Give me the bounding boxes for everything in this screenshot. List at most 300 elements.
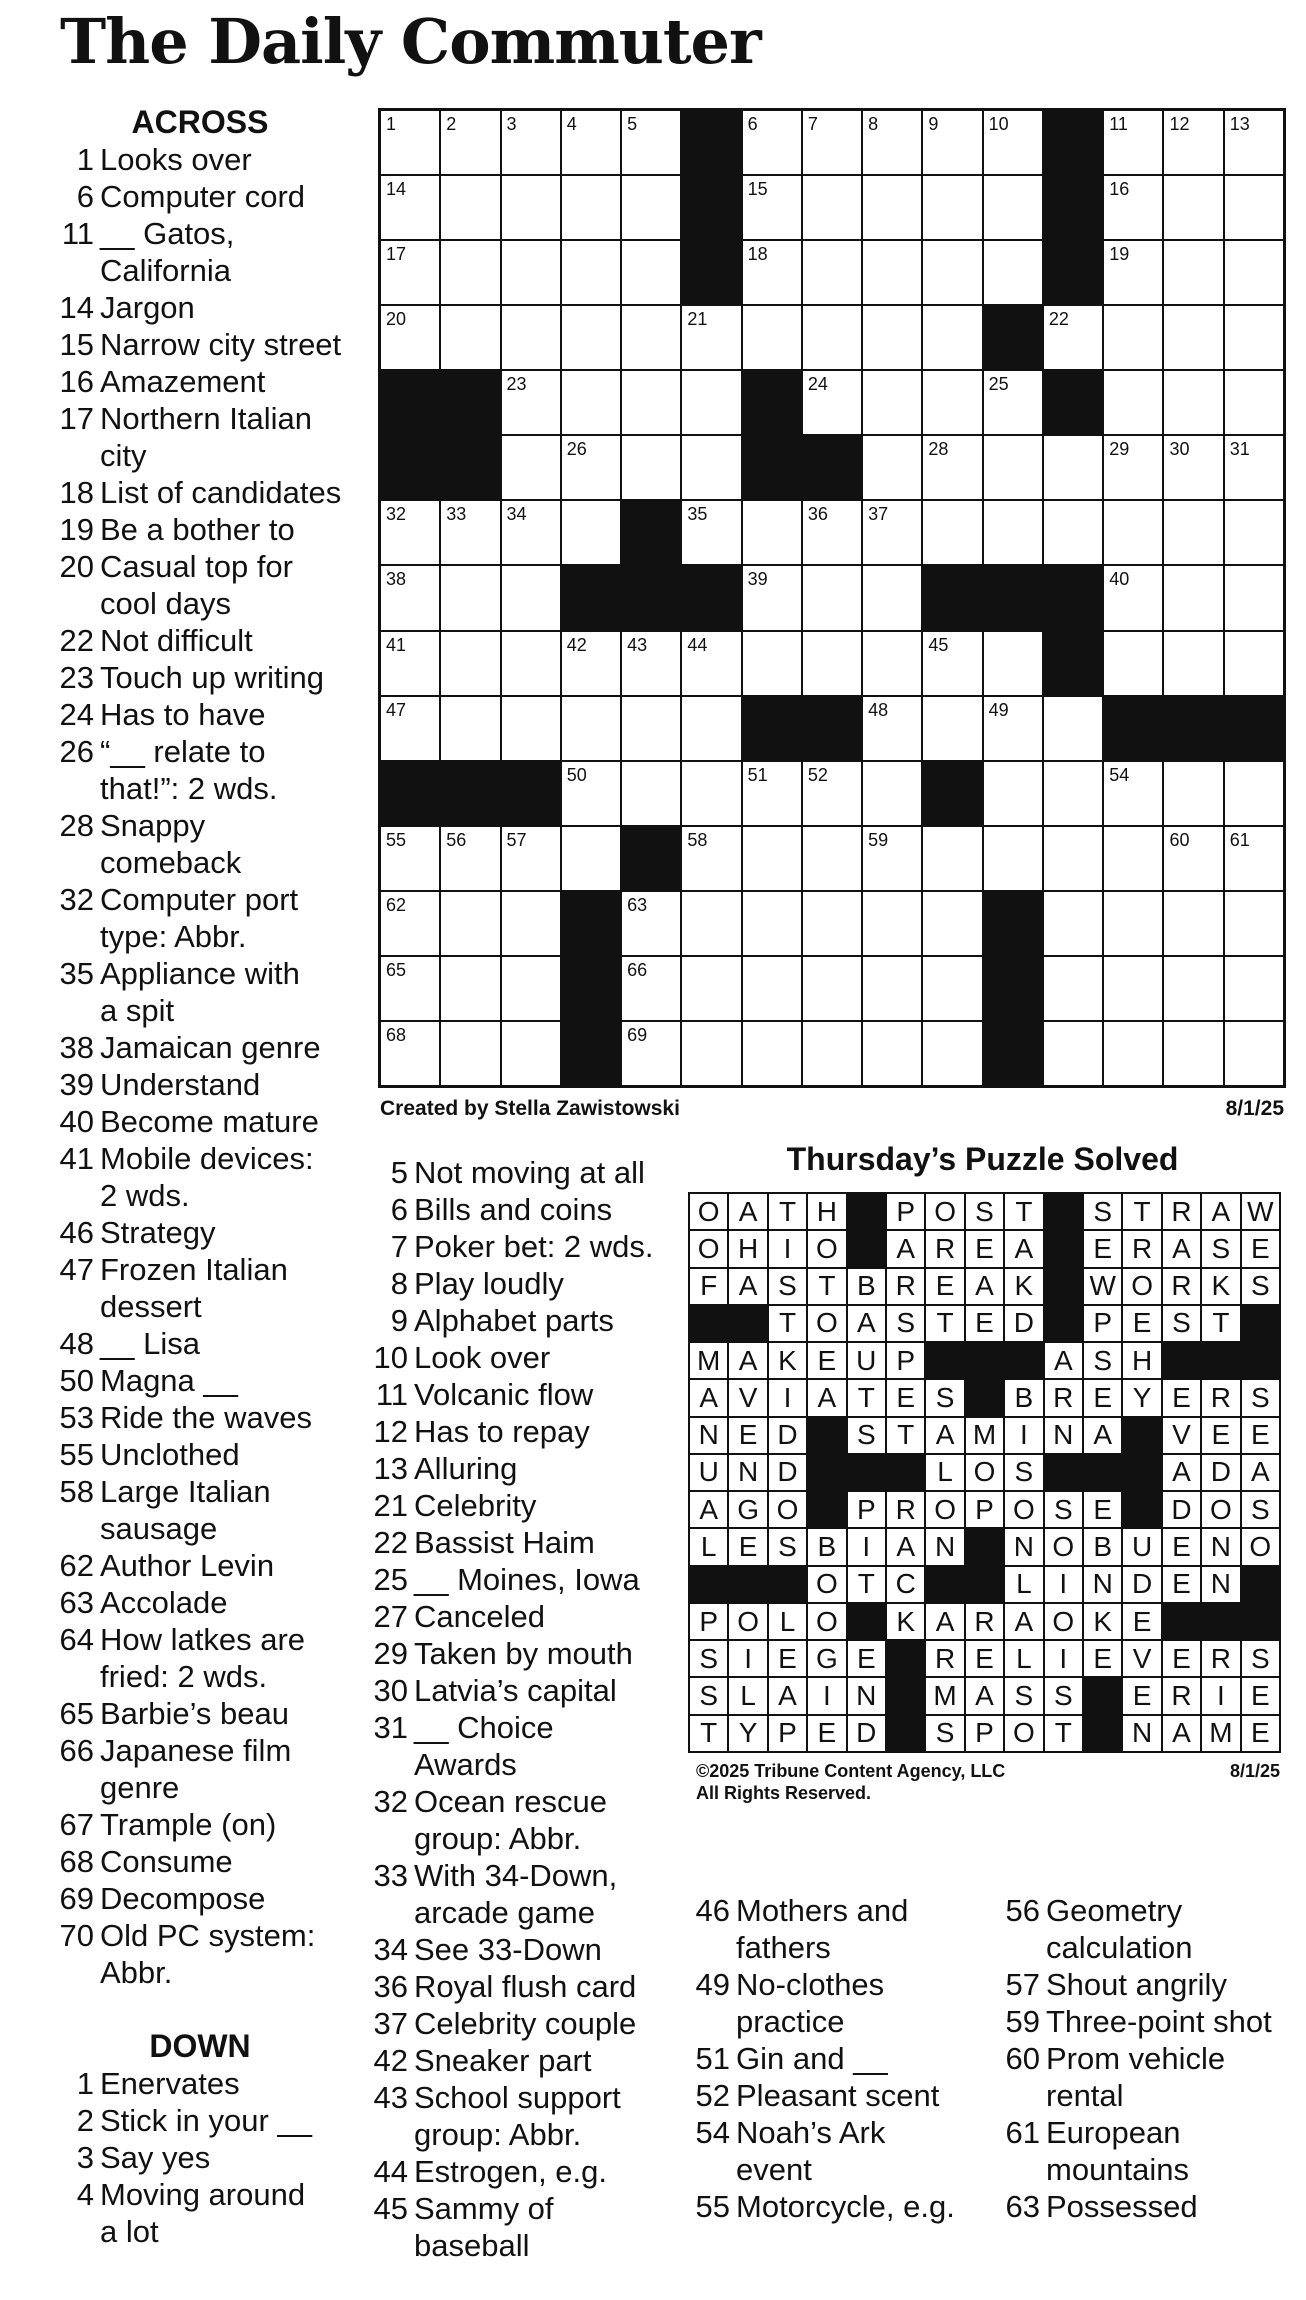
clue-item: [366, 1228, 676, 1265]
black-square: [1045, 1455, 1082, 1490]
grid-cell[interactable]: [743, 241, 801, 304]
grid-cell[interactable]: [682, 436, 740, 499]
clue-text: [94, 1843, 348, 1880]
grid-cell[interactable]: [622, 892, 680, 955]
grid-cell[interactable]: [1164, 827, 1222, 890]
clue-item: [52, 2176, 348, 2250]
grid-cell[interactable]: [682, 697, 740, 760]
grid-cell[interactable]: [923, 241, 981, 304]
clue-item: [52, 1029, 348, 1066]
clue-text-line: event: [736, 2152, 812, 2187]
grid-cell[interactable]: [502, 306, 560, 369]
grid-cell[interactable]: [441, 1022, 499, 1085]
clue-item: [998, 2188, 1298, 2225]
grid-cell[interactable]: [984, 501, 1042, 564]
grid-cell[interactable]: [562, 632, 620, 695]
grid-cell[interactable]: [502, 1022, 560, 1085]
grid-cell[interactable]: [923, 501, 981, 564]
grid-cell[interactable]: [622, 697, 680, 760]
grid-cell[interactable]: [863, 1022, 921, 1085]
grid-cell[interactable]: [381, 827, 439, 890]
grid-cell[interactable]: [1044, 697, 1102, 760]
clue-text-line: that!”: 2 wds.: [100, 771, 278, 806]
grid-cell[interactable]: [381, 632, 439, 695]
grid-cell[interactable]: [502, 957, 560, 1020]
black-square: [682, 176, 740, 239]
clue-text: [408, 1598, 676, 1635]
grid-cell[interactable]: [381, 566, 439, 629]
clue-text-line: Royal flush card: [414, 1969, 637, 2004]
cell-number: 44: [687, 634, 708, 655]
grid-cell[interactable]: [1164, 632, 1222, 695]
grid-cell[interactable]: [1104, 1022, 1162, 1085]
grid-cell[interactable]: [1164, 501, 1222, 564]
grid-cell[interactable]: [622, 436, 680, 499]
clue-item: [366, 2079, 676, 2153]
solution-cell: A: [1202, 1194, 1239, 1229]
grid-cell[interactable]: [863, 827, 921, 890]
grid-cell[interactable]: [1104, 566, 1162, 629]
grid-cell[interactable]: [1164, 176, 1222, 239]
grid-cell[interactable]: [1104, 436, 1162, 499]
clue-item: [52, 696, 348, 733]
grid-cell[interactable]: [743, 501, 801, 564]
black-square: [1044, 371, 1102, 434]
grid-cell[interactable]: [803, 111, 861, 174]
grid-cell[interactable]: [441, 827, 499, 890]
grid-cell[interactable]: [923, 827, 981, 890]
grid-cell[interactable]: [803, 1022, 861, 1085]
grid-cell[interactable]: [682, 632, 740, 695]
grid-cell[interactable]: [984, 371, 1042, 434]
grid-cell[interactable]: [502, 241, 560, 304]
grid-cell[interactable]: [984, 697, 1042, 760]
grid-cell[interactable]: [502, 632, 560, 695]
clue-text: [94, 1251, 348, 1325]
grid-cell[interactable]: [1225, 827, 1283, 890]
grid-cell[interactable]: [803, 501, 861, 564]
grid-cell[interactable]: [381, 892, 439, 955]
solution-cell: E: [926, 1269, 963, 1304]
cell-number: 16: [1109, 179, 1130, 200]
grid-cell[interactable]: [1164, 111, 1222, 174]
grid-cell[interactable]: [562, 501, 620, 564]
grid-cell[interactable]: [1044, 892, 1102, 955]
grid-cell[interactable]: [622, 632, 680, 695]
grid-cell[interactable]: [923, 176, 981, 239]
grid-cell[interactable]: [502, 697, 560, 760]
clue-number: 9: [390, 1303, 408, 1338]
solution-cell: K: [1202, 1269, 1239, 1304]
grid-cell[interactable]: [381, 957, 439, 1020]
clue-text-line: fathers: [736, 1930, 831, 1965]
solution-cell: S: [1084, 1194, 1121, 1229]
clue-item: [52, 1325, 348, 1362]
grid-cell[interactable]: [562, 241, 620, 304]
grid-cell[interactable]: [984, 241, 1042, 304]
clue-number: 2: [76, 2103, 94, 2138]
grid-cell[interactable]: [1225, 566, 1283, 629]
grid-cell[interactable]: [863, 176, 921, 239]
solution-cell: P: [690, 1604, 727, 1639]
solution-cell: R: [1202, 1641, 1239, 1676]
grid-cell[interactable]: [1164, 762, 1222, 825]
grid-cell[interactable]: [562, 762, 620, 825]
grid-cell[interactable]: [863, 566, 921, 629]
grid-cell[interactable]: [562, 697, 620, 760]
cell-number: 1: [386, 114, 397, 134]
grid-cell[interactable]: [863, 436, 921, 499]
grid-cell[interactable]: [1164, 892, 1222, 955]
grid-cell[interactable]: [1164, 306, 1222, 369]
clue-text: [94, 289, 348, 326]
grid-cell[interactable]: [622, 306, 680, 369]
solution-cell: R: [1163, 1678, 1200, 1713]
grid-cell[interactable]: [923, 306, 981, 369]
clue-text-line: Casual top for: [100, 549, 293, 584]
grid-cell[interactable]: [1164, 371, 1222, 434]
grid-cell[interactable]: [803, 371, 861, 434]
grid-cell[interactable]: [682, 827, 740, 890]
grid-cell[interactable]: [1225, 892, 1283, 955]
cell-number: 8: [868, 114, 879, 134]
grid-cell[interactable]: [1225, 306, 1283, 369]
solution-cell: E: [769, 1641, 806, 1676]
black-square: [1123, 1455, 1160, 1490]
grid-cell[interactable]: [502, 111, 560, 174]
grid-cell[interactable]: [381, 111, 439, 174]
clue-text: [94, 2139, 348, 2176]
grid-cell[interactable]: [1164, 241, 1222, 304]
grid-cell[interactable]: [381, 241, 439, 304]
grid-cell[interactable]: [803, 632, 861, 695]
grid-cell[interactable]: [1225, 501, 1283, 564]
grid-cell[interactable]: [682, 892, 740, 955]
grid-cell[interactable]: [1104, 306, 1162, 369]
black-square: [984, 566, 1042, 629]
solution-cell: O: [1202, 1492, 1239, 1527]
clue-text-line: Frozen Italian: [100, 1252, 288, 1287]
clue-item: [366, 1339, 676, 1376]
grid-cell[interactable]: [803, 176, 861, 239]
grid-cell[interactable]: [1104, 501, 1162, 564]
grid-cell[interactable]: [381, 306, 439, 369]
grid-cell[interactable]: [743, 957, 801, 1020]
solution-cell: E: [1084, 1231, 1121, 1266]
grid-cell[interactable]: [502, 176, 560, 239]
clue-item: [52, 1251, 348, 1325]
grid-cell[interactable]: [863, 111, 921, 174]
grid-cell[interactable]: [502, 436, 560, 499]
grid-cell[interactable]: [803, 306, 861, 369]
grid-cell[interactable]: [863, 501, 921, 564]
solution-cell: O: [1123, 1269, 1160, 1304]
grid-cell[interactable]: [682, 371, 740, 434]
grid-cell[interactable]: [381, 697, 439, 760]
grid-cell[interactable]: [1225, 241, 1283, 304]
grid-cell[interactable]: [1104, 241, 1162, 304]
clue-text: [408, 1857, 676, 1931]
clue-number: 57: [1005, 1967, 1040, 2002]
grid-cell[interactable]: [1044, 762, 1102, 825]
grid-cell[interactable]: [441, 957, 499, 1020]
grid-cell[interactable]: [1044, 957, 1102, 1020]
grid-cell[interactable]: [1104, 371, 1162, 434]
grid-cell[interactable]: [441, 111, 499, 174]
grid-cell[interactable]: [1044, 436, 1102, 499]
grid-cell[interactable]: [502, 501, 560, 564]
clue-item: [52, 1917, 348, 1991]
cell-number: 68: [386, 1024, 407, 1045]
clue-item: [52, 1103, 348, 1140]
clue-text: [94, 1732, 348, 1806]
grid-cell[interactable]: [622, 762, 680, 825]
grid-cell[interactable]: [441, 176, 499, 239]
solution-cell: N: [1045, 1418, 1082, 1453]
grid-cell[interactable]: [1044, 1022, 1102, 1085]
cell-number: 66: [627, 959, 648, 980]
grid-cell[interactable]: [1164, 1022, 1222, 1085]
grid-cell[interactable]: [1225, 371, 1283, 434]
grid-cell[interactable]: [502, 371, 560, 434]
clue-text-line: Abbr.: [100, 1955, 173, 1990]
grid-cell[interactable]: [803, 957, 861, 1020]
grid-cell[interactable]: [743, 566, 801, 629]
grid-cell[interactable]: [984, 176, 1042, 239]
grid-cell[interactable]: [682, 501, 740, 564]
clue-text: [94, 400, 348, 474]
clue-item: [52, 659, 348, 696]
solution-cell: D: [848, 1716, 885, 1751]
grid-cell[interactable]: [984, 436, 1042, 499]
clue-heading: DOWN: [149, 2028, 251, 2064]
grid-cell[interactable]: [743, 1022, 801, 1085]
grid-cell[interactable]: [622, 1022, 680, 1085]
clue-item: [52, 1436, 348, 1473]
clue-item: [688, 2188, 988, 2225]
grid-cell[interactable]: [562, 371, 620, 434]
grid-cell[interactable]: [441, 501, 499, 564]
grid-cell[interactable]: [1044, 501, 1102, 564]
grid-cell[interactable]: [923, 892, 981, 955]
grid-cell[interactable]: [1225, 436, 1283, 499]
solution-cell: N: [1202, 1567, 1239, 1602]
grid-cell[interactable]: [381, 176, 439, 239]
solution-cell: O: [808, 1306, 845, 1341]
grid-cell[interactable]: [1164, 566, 1222, 629]
grid-cell[interactable]: [803, 566, 861, 629]
grid-cell[interactable]: [441, 892, 499, 955]
grid-cell[interactable]: [743, 827, 801, 890]
grid-cell[interactable]: [1104, 827, 1162, 890]
black-square: [1044, 241, 1102, 304]
clue-text-line: Mothers and: [736, 1893, 909, 1928]
grid-cell[interactable]: [984, 762, 1042, 825]
grid-cell[interactable]: [1044, 306, 1102, 369]
cell-number: 47: [386, 699, 407, 720]
grid-cell[interactable]: [923, 632, 981, 695]
grid-cell[interactable]: [743, 111, 801, 174]
grid-cell[interactable]: [1104, 111, 1162, 174]
grid-cell[interactable]: [984, 111, 1042, 174]
grid-cell[interactable]: [441, 306, 499, 369]
solution-cell: A: [729, 1269, 766, 1304]
grid-cell[interactable]: [923, 957, 981, 1020]
clue-text-line: dessert: [100, 1289, 202, 1324]
grid-cell[interactable]: [1104, 957, 1162, 1020]
grid-cell[interactable]: [1225, 111, 1283, 174]
solution-cell: O: [926, 1492, 963, 1527]
clue-text-line: Taken by mouth: [414, 1636, 633, 1671]
solution-cell: E: [1163, 1641, 1200, 1676]
black-square: [1084, 1678, 1121, 1713]
grid-cell[interactable]: [743, 306, 801, 369]
grid-cell[interactable]: [1225, 1022, 1283, 1085]
solution-cell: Y: [1123, 1380, 1160, 1415]
grid-cell[interactable]: [1225, 632, 1283, 695]
grid-cell[interactable]: [622, 111, 680, 174]
black-square: [690, 1567, 727, 1602]
grid-cell[interactable]: [1225, 176, 1283, 239]
grid-cell[interactable]: [863, 632, 921, 695]
grid-cell[interactable]: [622, 241, 680, 304]
grid-cell[interactable]: [1104, 632, 1162, 695]
grid-cell[interactable]: [502, 892, 560, 955]
clue-text: [408, 1524, 676, 1561]
black-square: [562, 1022, 620, 1085]
grid-cell[interactable]: [682, 306, 740, 369]
grid-cell[interactable]: [562, 436, 620, 499]
grid-cell[interactable]: [743, 762, 801, 825]
solution-cell: S: [1163, 1306, 1200, 1341]
grid-cell[interactable]: [803, 827, 861, 890]
clue-number: 11: [375, 1377, 408, 1412]
solution-cell: O: [966, 1455, 1003, 1490]
black-square: [1123, 1492, 1160, 1527]
grid-cell[interactable]: [863, 241, 921, 304]
solution-cell: N: [729, 1455, 766, 1490]
grid-cell[interactable]: [863, 957, 921, 1020]
grid-cell[interactable]: [682, 1022, 740, 1085]
grid-cell[interactable]: [863, 762, 921, 825]
grid-cell[interactable]: [743, 632, 801, 695]
clue-text: [408, 2153, 676, 2190]
black-square: [682, 111, 740, 174]
clue-text: [94, 622, 348, 659]
grid-cell[interactable]: [381, 501, 439, 564]
cell-number: 35: [687, 504, 708, 525]
clue-number: 6: [76, 179, 94, 214]
grid-cell[interactable]: [923, 111, 981, 174]
solution-cell: T: [1123, 1194, 1160, 1229]
black-square: [848, 1231, 885, 1266]
grid-cell[interactable]: [441, 697, 499, 760]
grid-cell[interactable]: [923, 1022, 981, 1085]
grid-cell[interactable]: [682, 762, 740, 825]
clue-text-line: Large Italian: [100, 1474, 271, 1509]
clue-text-line: Estrogen, e.g.: [414, 2154, 608, 2189]
cell-number: 58: [687, 829, 708, 850]
grid-cell[interactable]: [743, 892, 801, 955]
grid-cell[interactable]: [562, 176, 620, 239]
clue-text: [408, 2005, 676, 2042]
grid-cell[interactable]: [1164, 436, 1222, 499]
grid-cell[interactable]: [803, 762, 861, 825]
grid-cell[interactable]: [381, 1022, 439, 1085]
grid-cell[interactable]: [984, 632, 1042, 695]
grid-cell[interactable]: [441, 632, 499, 695]
grid-cell[interactable]: [622, 176, 680, 239]
clue-text: [408, 1154, 676, 1191]
grid-cell[interactable]: [863, 892, 921, 955]
grid-cell[interactable]: [1225, 762, 1283, 825]
grid-cell[interactable]: [562, 306, 620, 369]
cell-number: 61: [1229, 829, 1250, 850]
grid-cell[interactable]: [803, 241, 861, 304]
clue-text-line: Enervates: [100, 2066, 240, 2101]
solution-cell: A: [729, 1343, 766, 1378]
solution-cell: S: [926, 1716, 963, 1751]
grid-cell[interactable]: [562, 111, 620, 174]
cell-number: 19: [1109, 244, 1130, 265]
grid-cell[interactable]: [441, 241, 499, 304]
black-square: [381, 762, 439, 825]
grid-cell[interactable]: [984, 827, 1042, 890]
clue-text-line: Poker bet: 2 wds.: [414, 1229, 654, 1264]
grid-cell[interactable]: [502, 827, 560, 890]
black-square: [1242, 1343, 1279, 1378]
grid-cell[interactable]: [1104, 762, 1162, 825]
grid-cell[interactable]: [682, 957, 740, 1020]
grid-cell[interactable]: [1044, 827, 1102, 890]
grid-cell[interactable]: [923, 697, 981, 760]
grid-cell[interactable]: [622, 371, 680, 434]
solution-cell: K: [1084, 1604, 1121, 1639]
clue-number: 68: [59, 1844, 94, 1879]
clue-text-line: Japanese film: [100, 1733, 292, 1768]
grid-cell[interactable]: [562, 827, 620, 890]
solution-date: 8/1/25: [1229, 1761, 1280, 1781]
clue-text-line: Play loudly: [414, 1266, 564, 1301]
cell-number: 52: [807, 764, 828, 785]
grid-cell[interactable]: [441, 566, 499, 629]
grid-cell[interactable]: [502, 566, 560, 629]
clue-number: 53: [59, 1400, 94, 1435]
clue-text: [94, 326, 348, 363]
grid-cell[interactable]: [622, 957, 680, 1020]
grid-cell[interactable]: [923, 436, 981, 499]
cell-number: 23: [506, 374, 527, 395]
clue-text-line: Moving around: [100, 2177, 306, 2212]
black-square: [441, 436, 499, 499]
solution-cell: E: [1242, 1231, 1279, 1266]
grid-cell[interactable]: [863, 306, 921, 369]
grid-cell[interactable]: [743, 176, 801, 239]
grid-cell[interactable]: [1225, 957, 1283, 1020]
grid-cell[interactable]: [863, 697, 921, 760]
solution-cell: E: [966, 1231, 1003, 1266]
grid-cell[interactable]: [1104, 176, 1162, 239]
grid-cell[interactable]: [1104, 892, 1162, 955]
solution-cell: I: [808, 1678, 845, 1713]
grid-cell[interactable]: [923, 371, 981, 434]
clue-column-4: [998, 1892, 1298, 2225]
clue-number: 43: [373, 2080, 408, 2115]
grid-cell[interactable]: [1164, 957, 1222, 1020]
clue-item: [52, 2102, 348, 2139]
grid-cell[interactable]: [803, 892, 861, 955]
grid-cell[interactable]: [863, 371, 921, 434]
